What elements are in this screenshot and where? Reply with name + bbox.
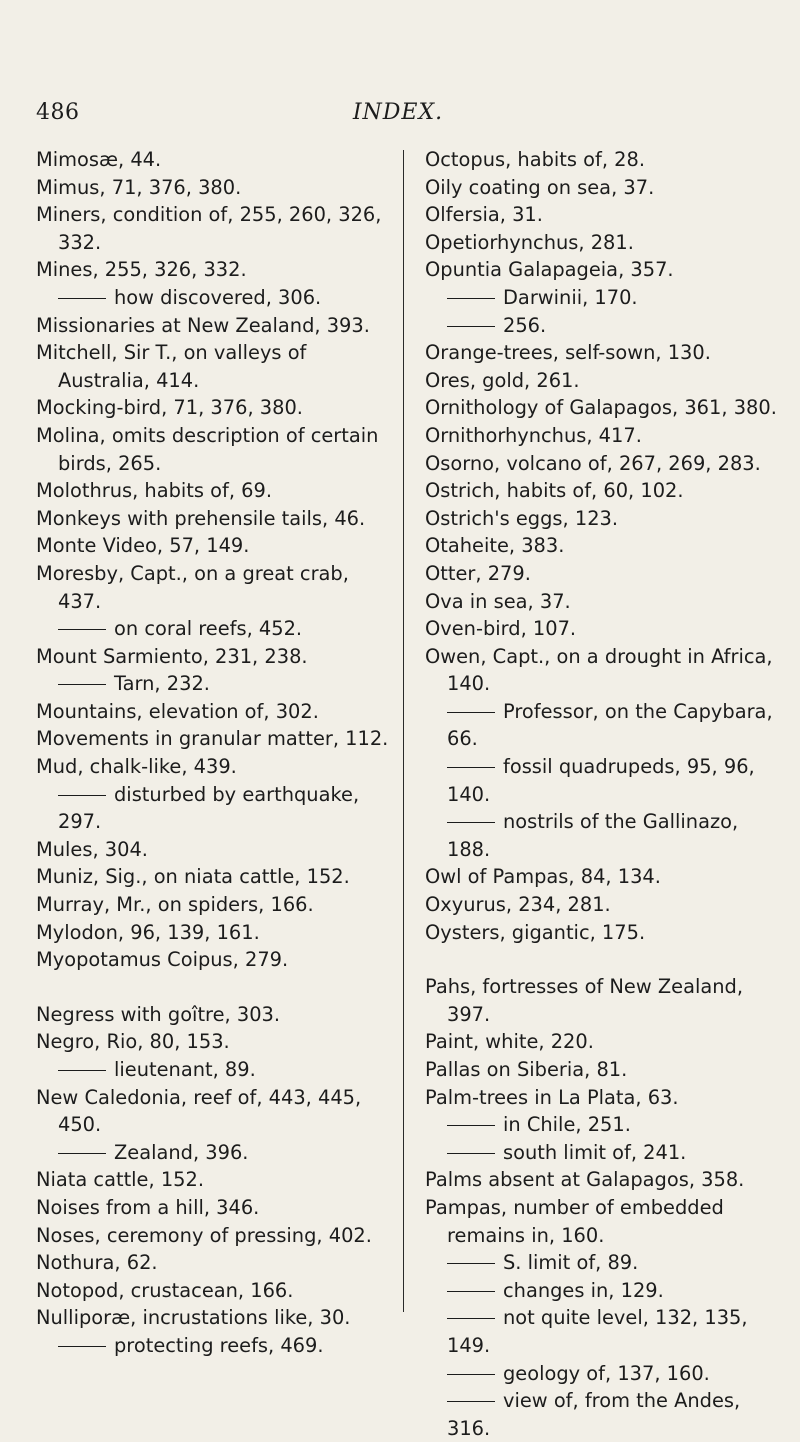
entry-text: not quite level, 132, 135, 149.: [447, 1306, 748, 1357]
entry-text: Otter, 279.: [425, 561, 531, 585]
index-entry: [425, 174, 787, 202]
index-column-right: [425, 146, 787, 1442]
index-entry: [36, 477, 396, 505]
ditto-dash: [58, 298, 106, 299]
running-head: INDEX.: [352, 100, 444, 125]
index-entry: [36, 312, 396, 340]
index-column-left: [36, 146, 396, 1360]
index-subentry: [425, 1304, 787, 1359]
index-entry: [36, 753, 396, 781]
index-entry: [36, 1249, 396, 1277]
index-entry: [36, 1304, 396, 1332]
entry-text: Mud, chalk-like, 439.: [36, 755, 237, 779]
ditto-dash: [58, 1346, 106, 1347]
entry-text: Zealand, 396.: [114, 1140, 249, 1164]
index-subentry: [425, 1111, 787, 1139]
index-entry: [425, 1166, 787, 1194]
entry-text: Moresby, Capt., on a great crab, 437.: [36, 561, 349, 613]
entry-text: Mountains, elevation of, 302.: [36, 699, 319, 723]
entry-text: Oxyurus, 234, 281.: [425, 893, 611, 917]
index-entry: [425, 1056, 787, 1084]
entry-text: view of, from the Andes, 316.: [447, 1389, 741, 1440]
entry-text: Mimosæ, 44.: [36, 148, 162, 171]
index-block: [425, 146, 787, 946]
index-subentry: [36, 1332, 396, 1360]
index-subentry: [425, 312, 787, 340]
index-entry: [36, 339, 396, 394]
entry-text: Opuntia Galapageia, 357.: [425, 258, 674, 282]
index-entry: [36, 836, 396, 864]
ditto-dash: [58, 629, 106, 630]
index-entry: [36, 1277, 396, 1305]
entry-text: Darwinii, 170.: [503, 285, 638, 309]
entry-text: protecting reefs, 469.: [114, 1333, 324, 1357]
index-subentry: [425, 1277, 787, 1305]
index-entry: [36, 532, 396, 560]
entry-text: Octopus, habits of, 28.: [425, 148, 646, 171]
index-entry: [36, 863, 396, 891]
index-subentry: [36, 615, 396, 643]
entry-text: fossil quadrupeds, 95, 96, 140.: [447, 755, 755, 806]
entry-text: Mount Sarmiento, 231, 238.: [36, 644, 308, 668]
index-subentry: [36, 1056, 396, 1084]
entry-text: Mocking-bird, 71, 376, 380.: [36, 396, 303, 420]
entry-text: Mylodon, 96, 139, 161.: [36, 920, 260, 944]
entry-text: Ornithorhynchus, 417.: [425, 423, 642, 447]
entry-text: south limit of, 241.: [503, 1140, 687, 1164]
entry-text: Nulliporæ, incrustations like, 30.: [36, 1306, 351, 1330]
index-subentry: [36, 284, 396, 312]
ditto-dash: [447, 1153, 495, 1154]
index-entry: [425, 891, 787, 919]
index-entry: [425, 1028, 787, 1056]
index-subentry: [425, 1360, 787, 1388]
index-entry: [425, 367, 787, 395]
index-subentry: [36, 781, 396, 836]
entry-text: Ova in sea, 37.: [425, 589, 571, 613]
entry-text: on coral reefs, 452.: [114, 617, 303, 641]
index-entry: [36, 1001, 396, 1029]
index-entry: [425, 615, 787, 643]
index-entry: [425, 532, 787, 560]
index-subentry: [425, 698, 787, 753]
index-entry: [425, 201, 787, 229]
entry-text: geology of, 137, 160.: [503, 1361, 710, 1385]
entry-text: Opetiorhynchus, 281.: [425, 230, 634, 254]
index-entry: [36, 725, 396, 753]
entry-text: Myopotamus Coipus, 279.: [36, 948, 289, 972]
index-entry: [36, 174, 396, 202]
entry-text: Oven-bird, 107.: [425, 617, 577, 641]
entry-text: Ostrich, habits of, 60, 102.: [425, 479, 684, 503]
index-entry: [425, 256, 787, 284]
index-entry: [36, 698, 396, 726]
entry-text: Molina, omits description of certain birds, 265.: [36, 423, 379, 475]
entry-text: Oysters, gigantic, 175.: [425, 920, 646, 944]
entry-text: how discovered, 306.: [114, 285, 322, 309]
entry-text: Tarn, 232.: [114, 672, 210, 696]
entry-text: Paint, white, 220.: [425, 1030, 594, 1054]
index-entry: [36, 1222, 396, 1250]
entry-text: changes in, 129.: [503, 1278, 664, 1302]
entry-text: nostrils of the Gallinazo, 188.: [447, 810, 739, 861]
index-subentry: [425, 808, 787, 863]
entry-text: Monte Video, 57, 149.: [36, 534, 250, 558]
index-subentry: [425, 1249, 787, 1277]
entry-text: Pampas, number of embedded remains in, 160.: [425, 1195, 724, 1247]
index-entry: [425, 477, 787, 505]
block-gap: [425, 946, 787, 973]
index-block: [36, 146, 396, 974]
entry-text: Molothrus, habits of, 69.: [36, 479, 273, 503]
ditto-dash: [58, 795, 106, 796]
block-gap: [36, 974, 396, 1001]
ditto-dash: [447, 1374, 495, 1375]
index-subentry: [425, 1387, 787, 1442]
entry-text: Nothura, 62.: [36, 1251, 158, 1275]
ditto-dash: [447, 1263, 495, 1264]
index-entry: [425, 588, 787, 616]
entry-text: in Chile, 251.: [503, 1113, 631, 1137]
index-entry: [425, 643, 787, 698]
index-subentry: [36, 670, 396, 698]
ditto-dash: [447, 298, 495, 299]
index-entry: [36, 946, 396, 974]
entry-text: Orange-trees, self-sown, 130.: [425, 341, 711, 365]
entry-text: Ornithology of Galapagos, 361, 380.: [425, 396, 777, 420]
entry-text: Owen, Capt., on a drought in Africa, 140.: [425, 644, 773, 696]
ditto-dash: [447, 1318, 495, 1319]
page-number: 486: [36, 100, 80, 125]
index-entry: [425, 229, 787, 257]
entry-text: Movements in granular matter, 112.: [36, 727, 389, 751]
entry-text: Palms absent at Galapagos, 358.: [425, 1168, 745, 1192]
index-entry: [36, 1166, 396, 1194]
index-entry: [425, 394, 787, 422]
entry-text: Oily coating on sea, 37.: [425, 175, 655, 199]
entry-text: New Caledonia, reef of, 443, 445, 450.: [36, 1085, 362, 1137]
index-entry: [425, 1084, 787, 1112]
entry-text: Noses, ceremony of pressing, 402.: [36, 1223, 372, 1247]
entry-text: Osorno, volcano of, 267, 269, 283.: [425, 451, 761, 475]
ditto-dash: [58, 1153, 106, 1154]
index-entry: [425, 560, 787, 588]
index-subentry: [425, 1139, 787, 1167]
index-entry: [36, 643, 396, 671]
ditto-dash: [447, 1291, 495, 1292]
ditto-dash: [58, 1070, 106, 1071]
index-block: [36, 1001, 396, 1360]
entry-text: Mules, 304.: [36, 837, 148, 861]
index-entry: [36, 1084, 396, 1139]
entry-text: disturbed by earthquake, 297.: [58, 782, 360, 834]
entry-text: Professor, on the Capybara, 66.: [447, 699, 773, 751]
entry-text: Ostrich's eggs, 123.: [425, 506, 619, 530]
index-entry: [425, 1194, 787, 1249]
column-divider: [403, 150, 404, 1312]
index-entry: [425, 919, 787, 947]
index-entry: [36, 891, 396, 919]
page-header: [36, 100, 760, 134]
entry-text: Monkeys with prehensile tails, 46.: [36, 506, 366, 530]
index-subentry: [36, 1139, 396, 1167]
entry-text: Noises from a hill, 346.: [36, 1195, 260, 1219]
ditto-dash: [447, 767, 495, 768]
index-entry: [36, 394, 396, 422]
entry-text: Pahs, fortresses of New Zealand, 397.: [425, 975, 744, 1026]
index-entry: [425, 146, 787, 174]
index-subentry: [425, 753, 787, 808]
index-entry: [36, 146, 396, 174]
entry-text: Negro, Rio, 80, 153.: [36, 1030, 230, 1054]
index-entry: [36, 256, 396, 284]
index-entry: [425, 973, 787, 1028]
entry-text: Mitchell, Sir T., on valleys of Australia, 414.: [36, 341, 307, 392]
index-entry: [425, 863, 787, 891]
ditto-dash: [447, 712, 495, 713]
entry-text: lieutenant, 89.: [114, 1058, 256, 1081]
index-entry: [36, 505, 396, 533]
entry-text: Muniz, Sig., on niata cattle, 152.: [36, 865, 350, 889]
index-entry: [425, 505, 787, 533]
index-entry: [36, 1028, 396, 1056]
entry-text: Mimus, 71, 376, 380.: [36, 175, 242, 199]
index-block: [425, 973, 787, 1442]
entry-text: Mines, 255, 326, 332.: [36, 258, 247, 282]
index-entry: [36, 919, 396, 947]
index-entry: [425, 339, 787, 367]
entry-text: Olfersia, 31.: [425, 203, 543, 227]
entry-text: Owl of Pampas, 84, 134.: [425, 865, 661, 889]
index-subentry: [425, 284, 787, 312]
index-entry: [36, 560, 396, 615]
entry-text: Pallas on Siberia, 81.: [425, 1058, 628, 1081]
entry-text: Murray, Mr., on spiders, 166.: [36, 893, 314, 917]
entry-text: Negress with goître, 303.: [36, 1002, 281, 1026]
entry-text: Notopod, crustacean, 166.: [36, 1278, 294, 1302]
ditto-dash: [447, 1401, 495, 1402]
entry-text: Ores, gold, 261.: [425, 368, 580, 392]
entry-text: Otaheite, 383.: [425, 534, 565, 558]
ditto-dash: [447, 326, 495, 327]
ditto-dash: [58, 684, 106, 685]
index-entry: [425, 450, 787, 478]
index-entry: [36, 1194, 396, 1222]
entry-text: 256.: [503, 313, 547, 337]
entry-text: S. limit of, 89.: [503, 1251, 639, 1275]
entry-text: Palm-trees in La Plata, 63.: [425, 1085, 679, 1109]
ditto-dash: [447, 1125, 495, 1126]
entry-text: Miners, condition of, 255, 260, 326, 332.: [36, 203, 382, 254]
index-entry: [425, 422, 787, 450]
index-entry: [36, 422, 396, 477]
index-entry: [36, 201, 396, 256]
entry-text: Missionaries at New Zealand, 393.: [36, 313, 370, 337]
entry-text: Niata cattle, 152.: [36, 1168, 204, 1192]
ditto-dash: [447, 822, 495, 823]
